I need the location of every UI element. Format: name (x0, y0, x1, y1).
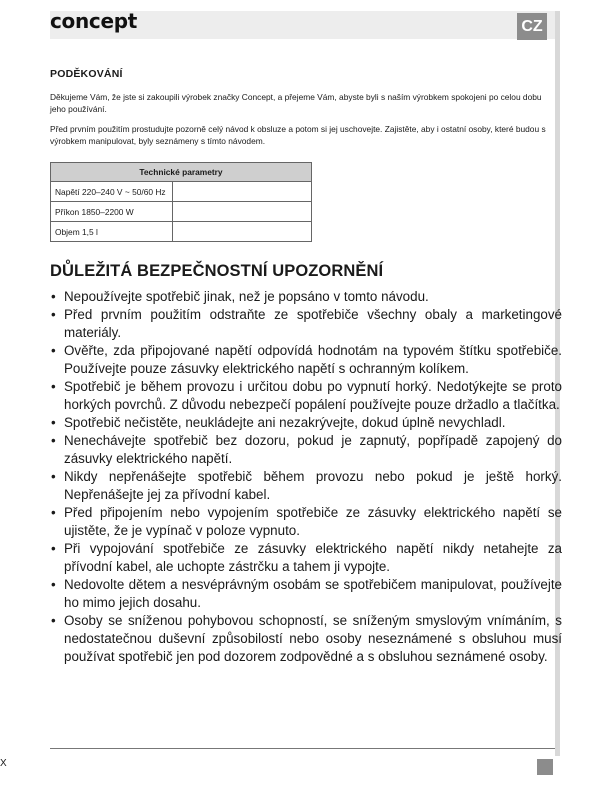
language-badge: CZ (517, 13, 547, 40)
bullet-icon: • (51, 415, 56, 430)
list-item (50, 306, 562, 342)
thanks-paragraph-1: Děkujeme Vám, že jste si zakoupili výrobek značky Concept, a přejeme Vám, abyste byli s naším výrobkem spokojeni po celou dobu jeho používání. (50, 92, 542, 114)
list-item (50, 432, 562, 468)
list-item (50, 504, 562, 540)
list-item-text: Nedovolte dětem a nesvéprávným osobám se spotřebičem manipulovat, používejte ho mimo jejich dosahu. (64, 577, 562, 610)
table-row (51, 202, 312, 222)
list-item (50, 288, 562, 306)
list-item-text: Před prvním použitím odstraňte ze spotřebiče všechny obaly a marketingové materiály. (64, 307, 562, 340)
spec-voltage: Napětí 220–240 V ~ 50/60 Hz (51, 182, 173, 202)
list-item (50, 342, 562, 378)
bullet-icon: • (51, 577, 56, 592)
tech-params-title: Technické parametry (51, 163, 312, 182)
list-item-text: Spotřebič nečistěte, neukládejte ani nezakrývejte, dokud úplně nevychladl. (64, 415, 506, 430)
list-item (50, 414, 562, 432)
list-item-text: Osoby se sníženou pohybovou schopností, se sníženým smyslovým vnímáním, s nedostatečnou duševní způsobilostí nebo osoby neseznámené s obsluhou musí používat spotřebič jen pod dozorem zodpovědné a s obsluhou seznámené osoby. (64, 613, 562, 664)
table-row (51, 222, 312, 242)
bullet-icon: • (51, 613, 56, 628)
safety-list (50, 288, 562, 666)
bullet-icon: • (51, 307, 56, 322)
list-item-text: Nikdy nepřenášejte spotřebič během provozu nebo pokud je ještě horký. Nepřenášejte jej za přívodní kabel. (64, 469, 562, 502)
footer-divider (50, 748, 555, 749)
tech-params-table (50, 162, 312, 242)
table-row (51, 182, 312, 202)
thanks-paragraph-2: Před prvním použitím prostudujte pozorně celý návod k obsluze a potom si jej uschovejte. Zajistěte, aby i ostatní osoby, které budou s výrobkem manipulovat, byly seznámeny s tímto návodem. (50, 124, 546, 146)
list-item-text: Nenechávejte spotřebič bez dozoru, pokud je zapnutý, popřípadě zapojený do zásuvky elektrického napětí. (64, 433, 562, 466)
list-item (50, 378, 562, 414)
spec-value-cell (173, 222, 312, 242)
list-item (50, 576, 562, 612)
bullet-icon: • (51, 289, 56, 304)
spec-volume: Objem 1,5 l (51, 222, 173, 242)
list-item-text: Při vypojování spotřebiče ze zásuvky elektrického napětí nikdy netahejte za přívodní kabel, ale uchopte zástrčku a tahem ji vypojte. (64, 541, 562, 574)
bullet-icon: • (51, 343, 56, 358)
safety-heading: DŮLEŽITÁ BEZPEČNOSTNÍ UPOZORNĚNÍ (50, 262, 384, 280)
thanks-title: PODĚKOVÁNÍ (50, 68, 123, 80)
spec-power: Příkon 1850–2200 W (51, 202, 173, 222)
corner-marker (537, 759, 553, 775)
spec-value-cell (173, 182, 312, 202)
list-item-text: Před připojením nebo vypojením spotřebiče ze zásuvky elektrického napětí se ujistěte, že je vypínač v poloze vypnuto. (64, 505, 562, 538)
list-item (50, 612, 562, 666)
list-item (50, 468, 562, 504)
bullet-icon: • (51, 469, 56, 484)
bullet-icon: • (51, 379, 56, 394)
list-item (50, 540, 562, 576)
spec-value-cell (173, 202, 312, 222)
brand-logo: concept (50, 9, 138, 33)
bullet-icon: • (51, 505, 56, 520)
list-item-text: Spotřebič je během provozu i určitou dobu po vypnutí horký. Nedotýkejte se proto horkých povrchů. Z důvodu nebezpečí popálení používejte pouze držadlo a tlačítka. (64, 379, 562, 412)
bullet-icon: • (51, 433, 56, 448)
bullet-icon: • (51, 541, 56, 556)
page-number: X (0, 758, 7, 769)
list-item-text: Ověřte, zda připojované napětí odpovídá hodnotám na typovém štítku spotřebiče. Používejte pouze zásuvky elektrického napětí s ochranným kolíkem. (64, 343, 562, 376)
list-item-text: Nepoužívejte spotřebič jinak, než je popsáno v tomto návodu. (64, 289, 429, 304)
